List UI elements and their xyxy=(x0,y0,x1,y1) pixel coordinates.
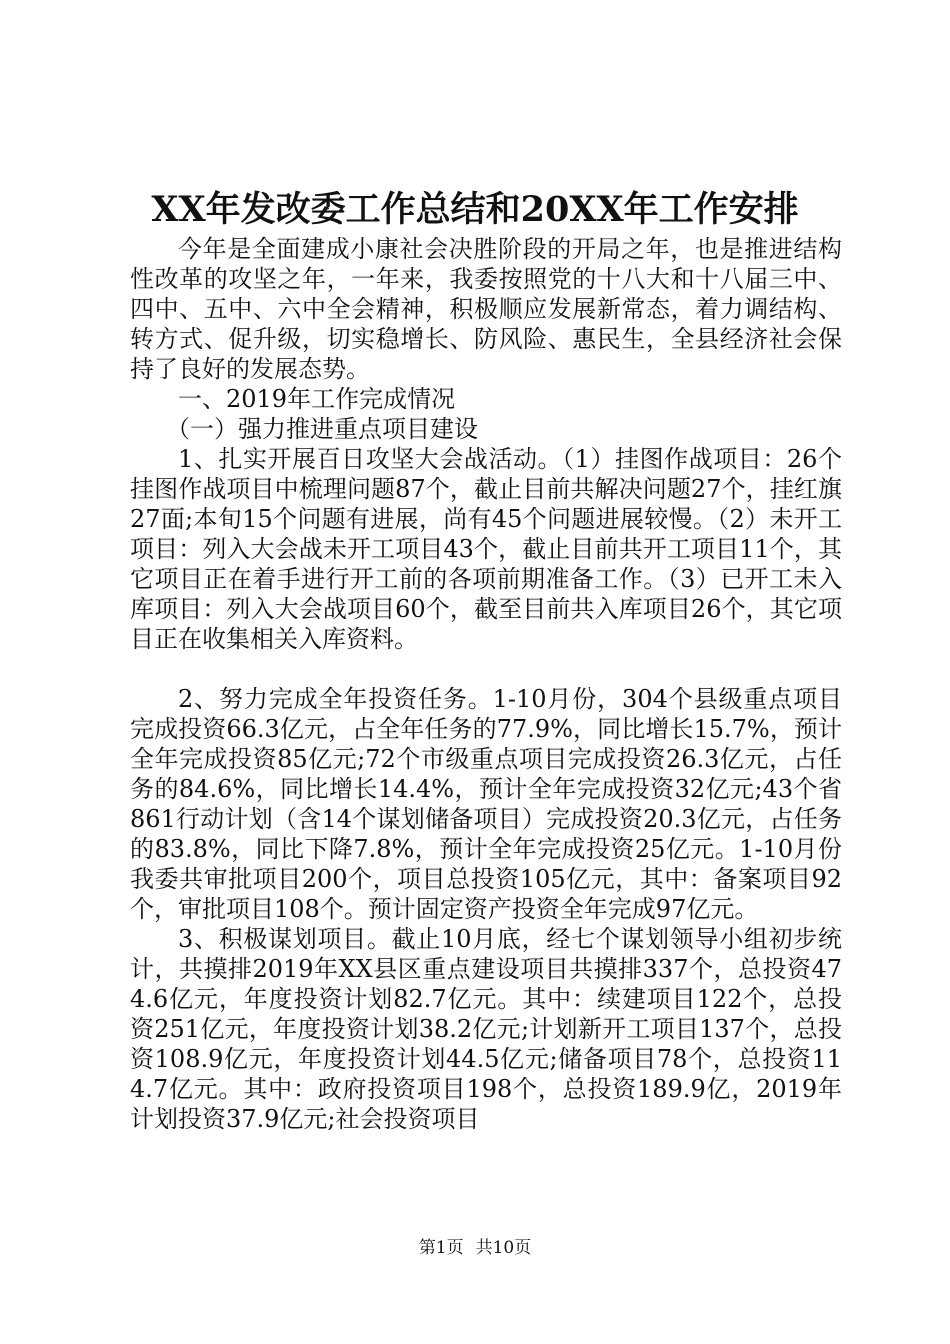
page-total: 共10页 xyxy=(475,1238,532,1258)
item-2-paragraph: 2、努力完成全年投资任务。1-10月份，304个县级重点项目完成投资66.3亿元，占全年任务的77.9%，同比增长15.7%，预计全年完成投资85亿元;72个市级重点项目完成投资26.3亿元，占任务的84.6%，同比增长14.4%，预计全年完成投资32亿元;43个省861行动计划（含14个谋划储备项目）完成投资20.3亿元，占任务的83.8%，同比下降7.8%，预计全年完成投资25亿元。1-10月份我委共审批项目200个，项目总投资105亿元，其中：备案项目92个，审批项目108个。预计固定资产投资全年完成97亿元。 xyxy=(130,685,842,923)
document-body xyxy=(130,234,842,1134)
section-heading: 一、2019年工作完成情况 xyxy=(178,385,456,413)
paragraph-spacer xyxy=(130,654,842,684)
item-1-paragraph: 1、扎实开展百日攻坚大会战活动。（1）挂图作战项目：26个挂图作战项目中梳理问题87个，截止目前共解决问题27个，挂红旗27面;本旬15个问题有进展，尚有45个问题进展较慢。（2）未开工项目：列入大会战未开工项目43个，截止目前共开工项目11个，其它项目正在着手进行开工前的各项前期准备工作。（3）已开工未入库项目：列入大会战项目60个，截至目前共入库项目26个，其它项目正在收集相关入库资料。 xyxy=(130,445,842,653)
subsection-heading: （一）强力推进重点项目建设 xyxy=(166,415,478,443)
page-number: 第1页 xyxy=(418,1238,464,1258)
intro-paragraph: 今年是全面建成小康社会决胜阶段的开局之年，也是推进结构性改革的攻坚之年，一年来，我委按照党的十八大和十八届三中、四中、五中、六中全会精神，积极顺应发展新常态，着力调结构、转方式、促升级，切实稳增长、防风险、惠民生，全县经济社会保持了良好的发展态势。 xyxy=(130,235,842,383)
page-footer xyxy=(0,1236,950,1260)
document-title: XX年发改委工作总结和20XX年工作安排 xyxy=(151,189,799,230)
item-3-paragraph: 3、积极谋划项目。截止10月底，经七个谋划领导小组初步统计，共摸排2019年XX县区重点建设项目共摸排337个，总投资474.6亿元，年度投资计划82.7亿元。其中：续建项目122个，总投资251亿元，年度投资计划38.2亿元;计划新开工项目137个，总投资108.9亿元，年度投资计划44.5亿元;储备项目78个，总投资114.7亿元。其中：政府投资项目198个，总投资189.9亿，2019年计划投资37.9亿元;社会投资项目 xyxy=(130,925,842,1133)
